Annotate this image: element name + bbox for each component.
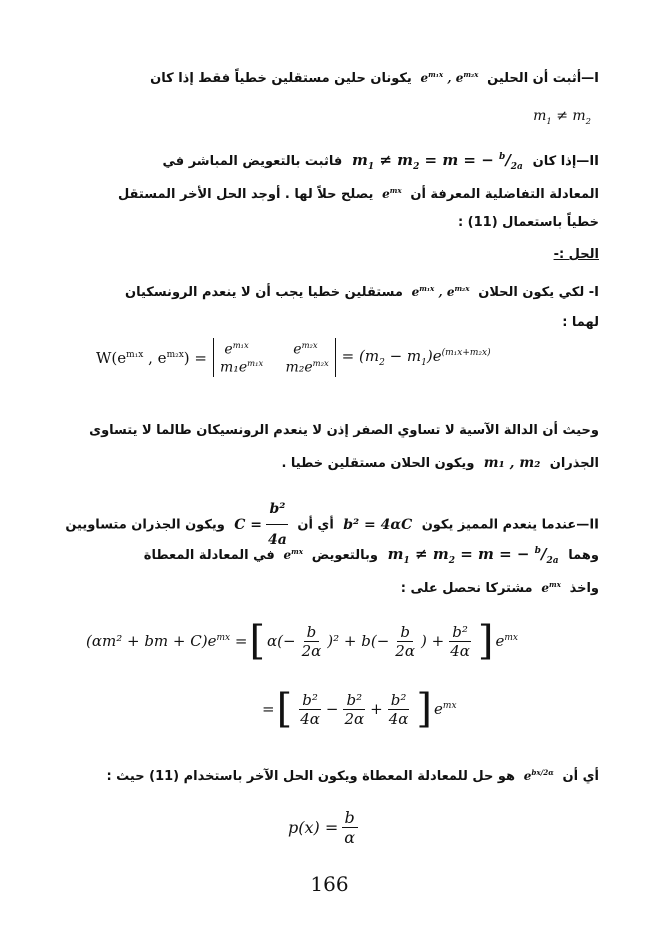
text-line-10: الجذران m₁ , m₂ ويكون الحلان مستقلين خطيا . (281, 455, 599, 471)
text-line-13: واخذ $e^{mx}$ مشتركا نحصل على : (400, 580, 599, 596)
text-line-11: II—عندما ينعدم المميز يكون b² = 4αC أي أن C = $\frac{\text{b²}}{4a}$ ويكون الجذران متساويين (65, 494, 599, 555)
text-line-1: I—أثبت أن الحلين $e^{m_1x}$ , $e^{m_2x}$ يكونان حلين مستقلين خطياً فقط إذا كان (150, 70, 599, 86)
text-line-7: I- لكي يكون الحلان $e^{m_1x}$ , $e^{m_2x}$ مستقلين خطيا يجب أن لا ينعدم الرونسكيان (124, 284, 599, 300)
equation-px: p(x) = $\frac{b}{\alpha}$ (288, 808, 361, 847)
equation-wronskian: $W(e^{m_1x}$ , $e^{m_2x}$) = $e^{m_1x}$ $e^{m_2x}$ $m_1e^{m_1x}$ $m_2e^{m_2x}$ = $(m_2 - m_1)e^{(m_1x+m_2x)}$ (96, 340, 491, 376)
text-line-12: وهما $m_1 \ne m_2 = m$ = − $^b/_{2a}$ وبالتعويض $e^{mx}$ في المعادلة المعطاة (143, 545, 599, 566)
text-line-3: II—إذا كان $m_1 \ne m_2 = m$ = − $^b/_{2a}$ فاثبت بالتعويض المباشر في (162, 151, 599, 172)
text-line-14: أي أن $e^{bx/2\alpha}$ هو حل للمعادلة المعطاة ويكون الحل الآخر باستخدام (11) حيث : (106, 768, 599, 784)
section-heading-solution: الحل :- (553, 247, 599, 262)
equation-expansion-2: = [ $\frac{\text{b²}}{4\alpha}$ − $\frac{\text{b²}}{2\alpha}$ + $\frac{\text{b²}}{4\alpha}$ ] $e^{mx}$ (262, 686, 457, 732)
text-line-2: $m_1 \ne m_2$ (533, 108, 591, 126)
text-line-8: لهما : (562, 315, 599, 330)
equation-expansion-1: (αm² + bm + $C)e^{mx}$ = [ α(− $\frac{b}{2\alpha}$ )² + b(− $\frac{b}{2\alpha}$ ) + $\frac{\text{b²}}{4\alpha}$ ] $e^{mx}$ (86, 618, 518, 664)
text-line-5: خطياً باستعمال (11) : (457, 215, 599, 230)
text-line-9: وحيث أن الدالة الآسية لا تساوي الصفر إذن لا ينعدم الرونسيكان طالما لا يتساوى (89, 423, 599, 438)
page-number: 166 (310, 872, 349, 896)
text-line-4: المعادلة التفاضلية المعرفة أن $e^{mx}$ يصلح حلاً لها . أوجد الحل الأخر المستقل (117, 186, 599, 202)
